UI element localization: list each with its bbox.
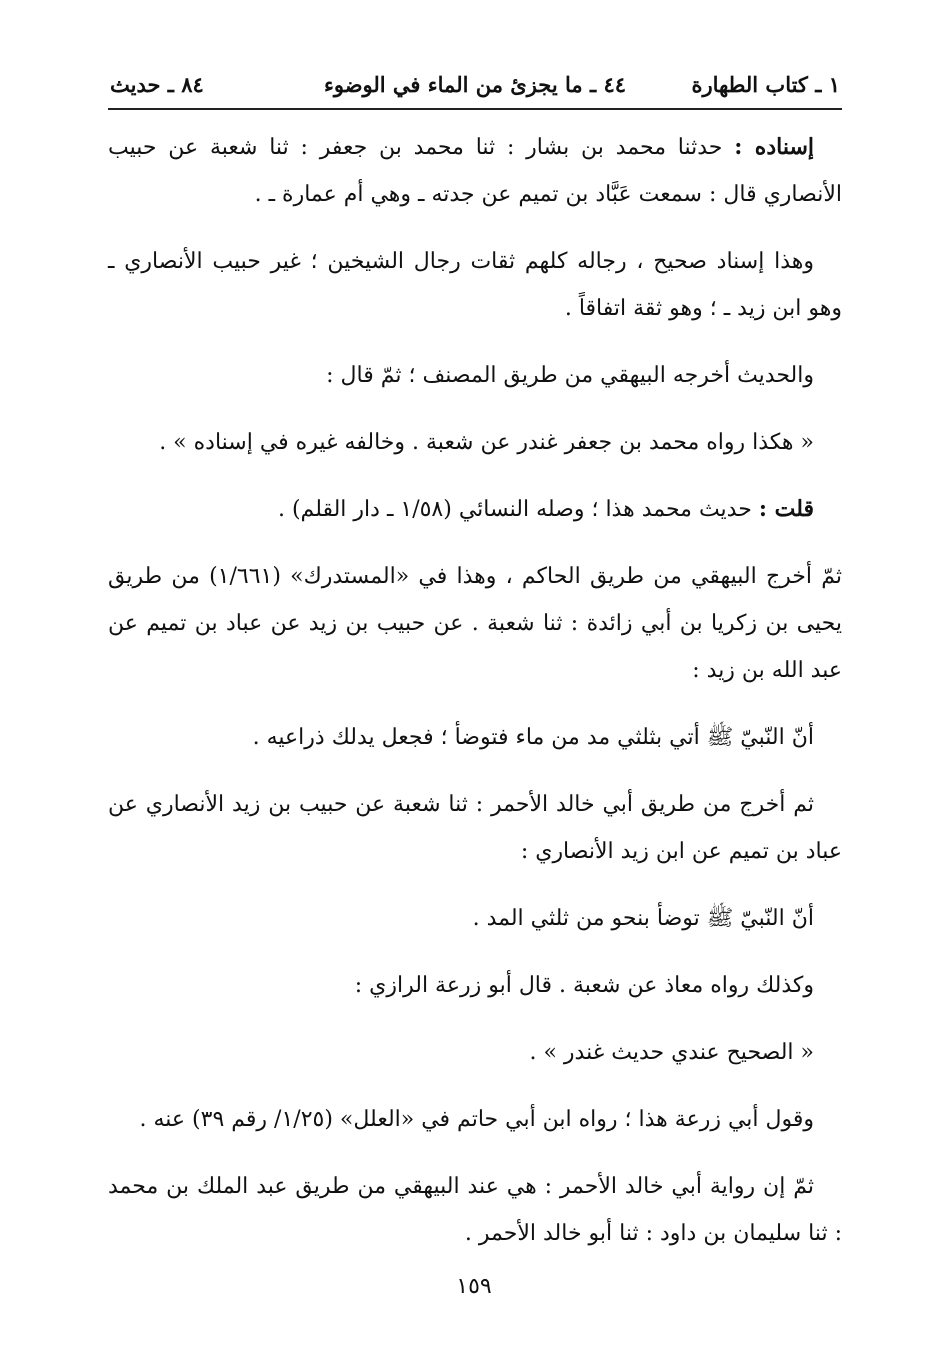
paragraph (108, 238, 842, 332)
header-hadith-number: ٨٤ ـ حديث (110, 72, 204, 97)
paragraph-text: ثم أخرج من طريق أبي خالد الأحمر : ثنا شعبة عن حبيب بن زيد الأنصاري عن عباد بن تميم عن ابن زيد الأنصاري : (108, 792, 842, 864)
header-divider (108, 108, 842, 110)
paragraph-text: وقول أبي زرعة هذا ؛ رواه ابن أبي حاتم في «العلل» (١/٢٥/ رقم ٣٩) عنه . (139, 1107, 814, 1132)
paragraph (108, 553, 842, 694)
paragraph (108, 714, 842, 761)
paragraph-text: والحديث أخرجه البيهقي من طريق المصنف ؛ ثمّ قال : (326, 363, 814, 388)
paragraph (108, 124, 842, 218)
paragraph-text: « هكذا رواه محمد بن جعفر غندر عن شعبة . وخالفه غيره في إسناده » . (159, 430, 814, 455)
paragraph-text: « الصحيح عندي حديث غندر » . (529, 1040, 814, 1065)
paragraph-text: ثمّ إن رواية أبي خالد الأحمر : هي عند البيهقي من طريق عبد الملك بن محمد : ثنا سليمان بن داود : ثنا أبو خالد الأحمر . (108, 1174, 842, 1246)
paragraph (108, 962, 842, 1009)
paragraph (108, 1096, 842, 1143)
paragraph-text: وكذلك رواه معاذ عن شعبة . قال أبو زرعة الرازي : (354, 973, 814, 998)
paragraph-lead: إسناده : (734, 134, 815, 160)
header-chapter-title: ٤٤ ـ ما يجزئ من الماء في الوضوء (323, 72, 627, 97)
paragraph (108, 486, 842, 533)
header-book-title: ١ ـ كتاب الطهارة (691, 72, 840, 97)
paragraph (108, 419, 842, 466)
paragraph (108, 781, 842, 875)
paragraph (108, 895, 842, 942)
paragraph-lead: قلت : (758, 496, 814, 522)
paragraph-text: حدثنا محمد بن بشار : ثنا محمد بن جعفر : ثنا شعبة عن حبيب الأنصاري قال : سمعت عَبَّاد بن تميم عن جدته ـ وهي أم عمارة ـ . (108, 135, 842, 207)
paragraph (108, 352, 842, 399)
running-header (110, 64, 840, 104)
paragraph-text: حديث محمد هذا ؛ وصله النسائي (١/٥٨ ـ دار القلم) . (277, 497, 759, 522)
paragraph-text: وهذا إسناد صحيح ، رجاله كلهم ثقات رجال الشيخين ؛ غير حبيب الأنصاري ـ وهو ابن زيد ـ ؛ وهو ثقة اتفاقاً . (108, 249, 842, 321)
paragraph (108, 1163, 842, 1257)
paragraph-text: ثمّ أخرج البيهقي من طريق الحاكم ، وهذا في «المستدرك» (١/٦٦١) من طريق يحيى بن زكريا بن أبي زائدة : ثنا شعبة . عن حبيب بن زيد عن عباد بن تميم عن عبد الله بن زيد : (108, 564, 842, 683)
paragraph-text: أنّ النّبيّ ﷺ توضأ بنحو من ثلثي المد . (472, 906, 814, 931)
page-number: ١٥٩ (456, 1274, 492, 1299)
page-body (108, 124, 842, 1277)
paragraph-text: أنّ النّبيّ ﷺ أتي بثلثي مد من ماء فتوضأ ؛ فجعل يدلك ذراعيه . (252, 725, 814, 750)
paragraph (108, 1029, 842, 1076)
